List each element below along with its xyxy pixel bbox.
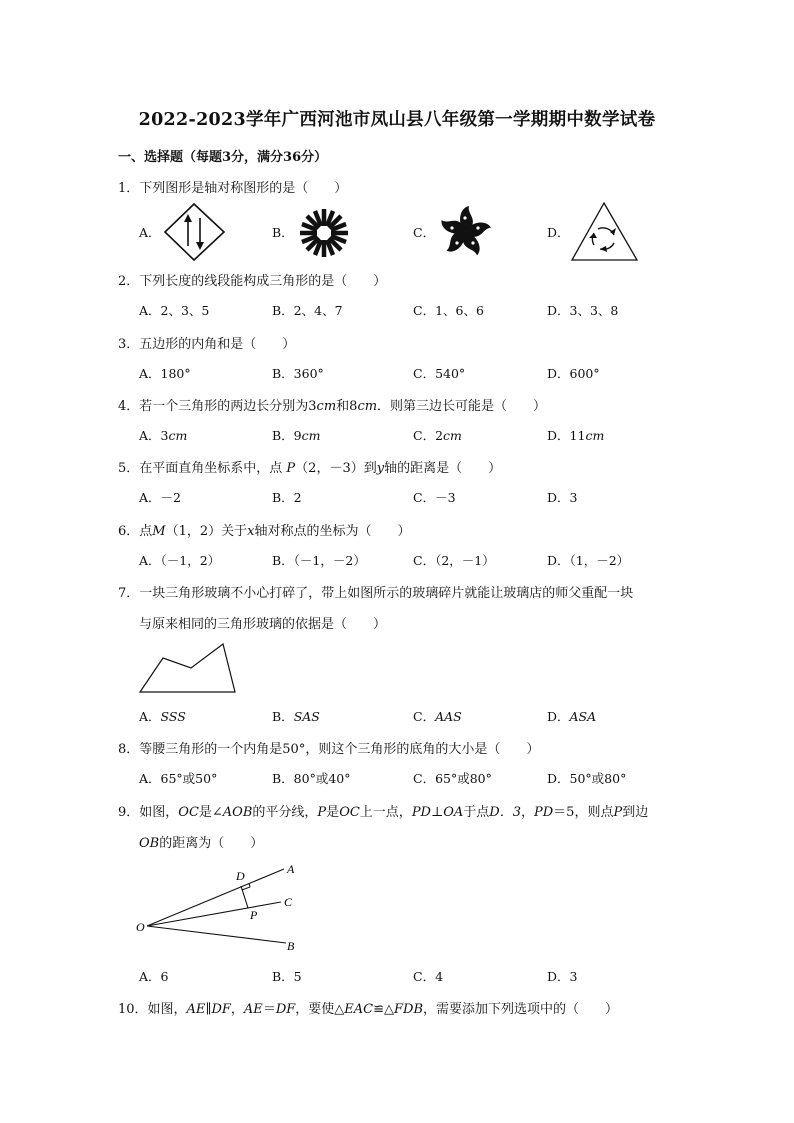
q5-option-a: A．－2: [139, 490, 181, 505]
question-7-line-2: 与原来相同的三角形玻璃的依据是（ ）: [139, 617, 387, 632]
q2-option-c: C．1、6、6: [413, 303, 484, 318]
question-2: 2．下列长度的线段能构成三角形的是（ ）: [118, 274, 387, 289]
question-8: 8．等腰三角形的一个内角是50°，则这个三角形的底角的大小是（ ）: [118, 742, 540, 757]
q9-label-o: O: [136, 920, 145, 934]
q9-angle-bisector-figure: [132, 858, 302, 954]
question-6: 6．点M（1，2）关于x轴对称点的坐标为（ ）: [118, 524, 411, 539]
q1-option-a-label: A．: [139, 225, 161, 240]
q8-option-a: A．65°或50°: [139, 771, 218, 786]
q3-option-b: B．360°: [272, 366, 324, 381]
q1-option-a-figure: [163, 202, 227, 262]
q8-option-b: B．80°或40°: [272, 771, 351, 786]
question-4: 4．若一个三角形的两边长分别为3cm和8cm．则第三边长可能是（ ）: [118, 399, 547, 414]
question-7-line-1: 7．一块三角形玻璃不小心打碎了，带上如图所示的玻璃碎片就能让玻璃店的师父重配一块: [118, 586, 634, 601]
q4-option-d: D．11cm: [547, 428, 605, 443]
q1-option-c-label: C．: [413, 225, 436, 240]
q5-option-c: C．－3: [413, 490, 456, 505]
q9-option-d: D．3: [547, 969, 578, 984]
q9-label-b: B: [287, 939, 295, 953]
q7-option-b: B．SAS: [272, 709, 320, 724]
q9-label-a: A: [287, 862, 295, 876]
q5-option-b: B．2: [272, 490, 302, 505]
q4-option-c: C．2cm: [413, 428, 462, 443]
q9-option-c: C．4: [413, 969, 444, 984]
q9-option-b: B．5: [272, 969, 302, 984]
q4-option-b: B．9cm: [272, 428, 321, 443]
question-3: 3．五边形的内角和是（ ）: [118, 337, 296, 352]
q2-option-b: B．2、4、7: [272, 303, 343, 318]
question-9-line-2: OB的距离为（ ）: [139, 836, 264, 851]
question-10: 10．如图，AE∥DF，AE＝DF，要使△EAC≌△FDB，需要添加下列选项中的（ ）: [118, 1002, 619, 1017]
q6-option-a: A．（－1，2）: [139, 553, 221, 568]
q6-option-b: B．（－1，－2）: [272, 553, 366, 568]
question-5: 5．在平面直角坐标系中，点 P（2，－3）到y轴的距离是（ ）: [118, 461, 502, 476]
q4-option-a: A．3cm: [139, 428, 188, 443]
q1-option-d-figure: [570, 201, 640, 263]
question-9-line-1: 9．如图，OC是∠AOB的平分线，P是OC上一点，PD⊥OA于点D．3，PD＝5，则点P到边: [118, 805, 649, 820]
q7-glass-fragment-figure: [136, 640, 240, 696]
q9-label-c: C: [284, 895, 293, 909]
q7-option-a: A．SSS: [139, 709, 186, 724]
q3-option-a: A．180°: [139, 366, 191, 381]
q5-option-d: D．3: [547, 490, 578, 505]
q3-option-c: C．540°: [413, 366, 466, 381]
q1-option-c-figure: [436, 203, 494, 261]
q6-option-d: D．（1，－2）: [547, 553, 630, 568]
q1-option-d-label: D．: [547, 225, 570, 240]
q7-option-c: C．AAS: [413, 709, 462, 724]
q1-option-b-figure: [297, 206, 351, 260]
page-title: 2022-2023学年广西河池市凤山县八年级第一学期期中数学试卷: [138, 110, 656, 130]
q1-option-b-label: B．: [272, 225, 294, 240]
q9-option-a: A．6: [139, 969, 169, 984]
q8-option-c: C．65°或80°: [413, 771, 492, 786]
question-1: 1．下列图形是轴对称图形的是（ ）: [118, 181, 348, 196]
q3-option-d: D．600°: [547, 366, 600, 381]
q8-option-d: D．50°或80°: [547, 771, 627, 786]
section-heading: 一、选择题（每题3分，满分36分）: [118, 150, 328, 165]
q6-option-c: C．（2，－1）: [413, 553, 495, 568]
q7-option-d: D．ASA: [547, 709, 597, 724]
q9-label-p: P: [250, 908, 258, 922]
q9-label-d: D: [236, 869, 245, 883]
q2-option-a: A．2、3、5: [139, 303, 210, 318]
q2-option-d: D．3、3、8: [547, 303, 619, 318]
